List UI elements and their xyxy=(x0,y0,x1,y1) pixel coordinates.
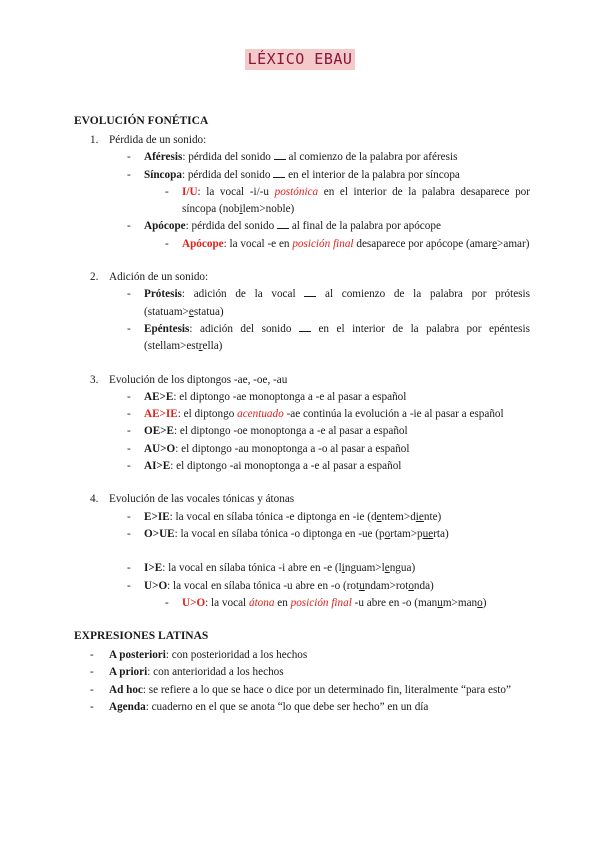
blank-line xyxy=(277,219,289,229)
numbered-item-4 xyxy=(74,491,530,612)
item-label: Evolución de los diptongos -ae, -oe, -au xyxy=(109,373,288,386)
blank-line xyxy=(273,168,285,178)
document-body xyxy=(74,113,530,716)
list-item-ai-e: - AI>E: el diptongo -ai monoptonga a -e al pasar a español xyxy=(127,460,402,473)
list-item-ae-ie: - AE>IE: el diptongo acentuado -ae continúa la evolución a -ie al pasar a español xyxy=(127,408,504,421)
blank-line xyxy=(299,322,311,332)
blank-line xyxy=(274,150,286,160)
section-heading-fonetica: EVOLUCIÓN FONÉTICA xyxy=(74,115,209,127)
item-number: 2. xyxy=(90,271,99,284)
numbered-item-1 xyxy=(74,132,530,253)
item-number: 1. xyxy=(90,134,99,146)
list-item-protesis: - Prótesis: adición de la vocal al comienzo de la palabra por prótesis (statuam>estatua) xyxy=(127,288,530,318)
sublist-item-u-o: - U>O: la vocal átona en posición final -u abre en -o (manum>mano) xyxy=(165,596,487,609)
item-number: 3. xyxy=(90,373,99,386)
item-label: Pérdida de un sonido: xyxy=(109,134,207,146)
list-item-sincopa: - Síncopa: pérdida del sonido en el interior de la palabra por síncopa xyxy=(127,168,460,181)
list-item-ad-hoc: - Ad hoc: se refiere a lo que se hace o dice por un determinado fin, literalmente “para esto” xyxy=(90,683,511,696)
list-item-ae-e: - AE>E: el diptongo -ae monoptonga a -e al pasar a español xyxy=(127,390,407,403)
page-title: LÉXICO EBAU xyxy=(0,50,600,68)
list-item-a-priori: - A priori: con anterioridad a los hechos xyxy=(90,666,284,679)
blank-line xyxy=(304,287,316,297)
item-number: 4. xyxy=(90,493,99,506)
numbered-item-2 xyxy=(74,269,530,355)
list-item-aferesis: - Aféresis: pérdida del sonido al comienzo de la palabra por aféresis xyxy=(127,151,458,164)
section-heading-latinas: EXPRESIONES LATINAS xyxy=(74,630,209,643)
sublist-item-apocope: - Apócope: la vocal -e en posición final desaparece por apócope (amare>amar) xyxy=(165,237,530,250)
numbered-item-3 xyxy=(74,372,530,476)
list-item-i-e: - I>E: la vocal en sílaba tónica -i abre en -e (linguam>lengua) xyxy=(127,562,416,575)
list-item-oe-e: - OE>E: el diptongo -oe monoptonga a -e al pasar a español xyxy=(127,425,408,438)
item-label: Evolución de las vocales tónicas y átonas xyxy=(109,493,295,506)
list-item-agenda: - Agenda: cuaderno en el que se anota “lo que debe ser hecho” en un día xyxy=(90,701,429,714)
list-item-e-ie: - E>IE: la vocal en sílaba tónica -e diptonga en -ie (dentem>diente) xyxy=(127,510,442,523)
list-item-epentesis: - Epéntesis: adición del sonido en el interior de la palabra por epéntesis (stellam>estrella) xyxy=(127,322,530,353)
sublist-item-iu: - I/U: la vocal -i/-u postónica en el interior de la palabra desaparece por síncopa (nobilem>noble) xyxy=(165,185,530,216)
list-item-au-o: - AU>O: el diptongo -au monoptonga a -o al pasar a español xyxy=(127,442,410,455)
item-label: Adición de un sonido: xyxy=(109,271,209,284)
list-item-apocope: - Apócope: pérdida del sonido al final de la palabra por apócope xyxy=(127,220,441,233)
list-item-u-o: - U>O: la vocal en sílaba tónica -u abre en -o (rotundam>rotonda) xyxy=(127,579,434,592)
list-item-a-posteriori: - A posteriori: con posterioridad a los hechos xyxy=(90,649,308,662)
list-item-o-ue: - O>UE: la vocal en sílaba tónica -o diptonga en -ue (portam>puerta) xyxy=(127,527,449,540)
